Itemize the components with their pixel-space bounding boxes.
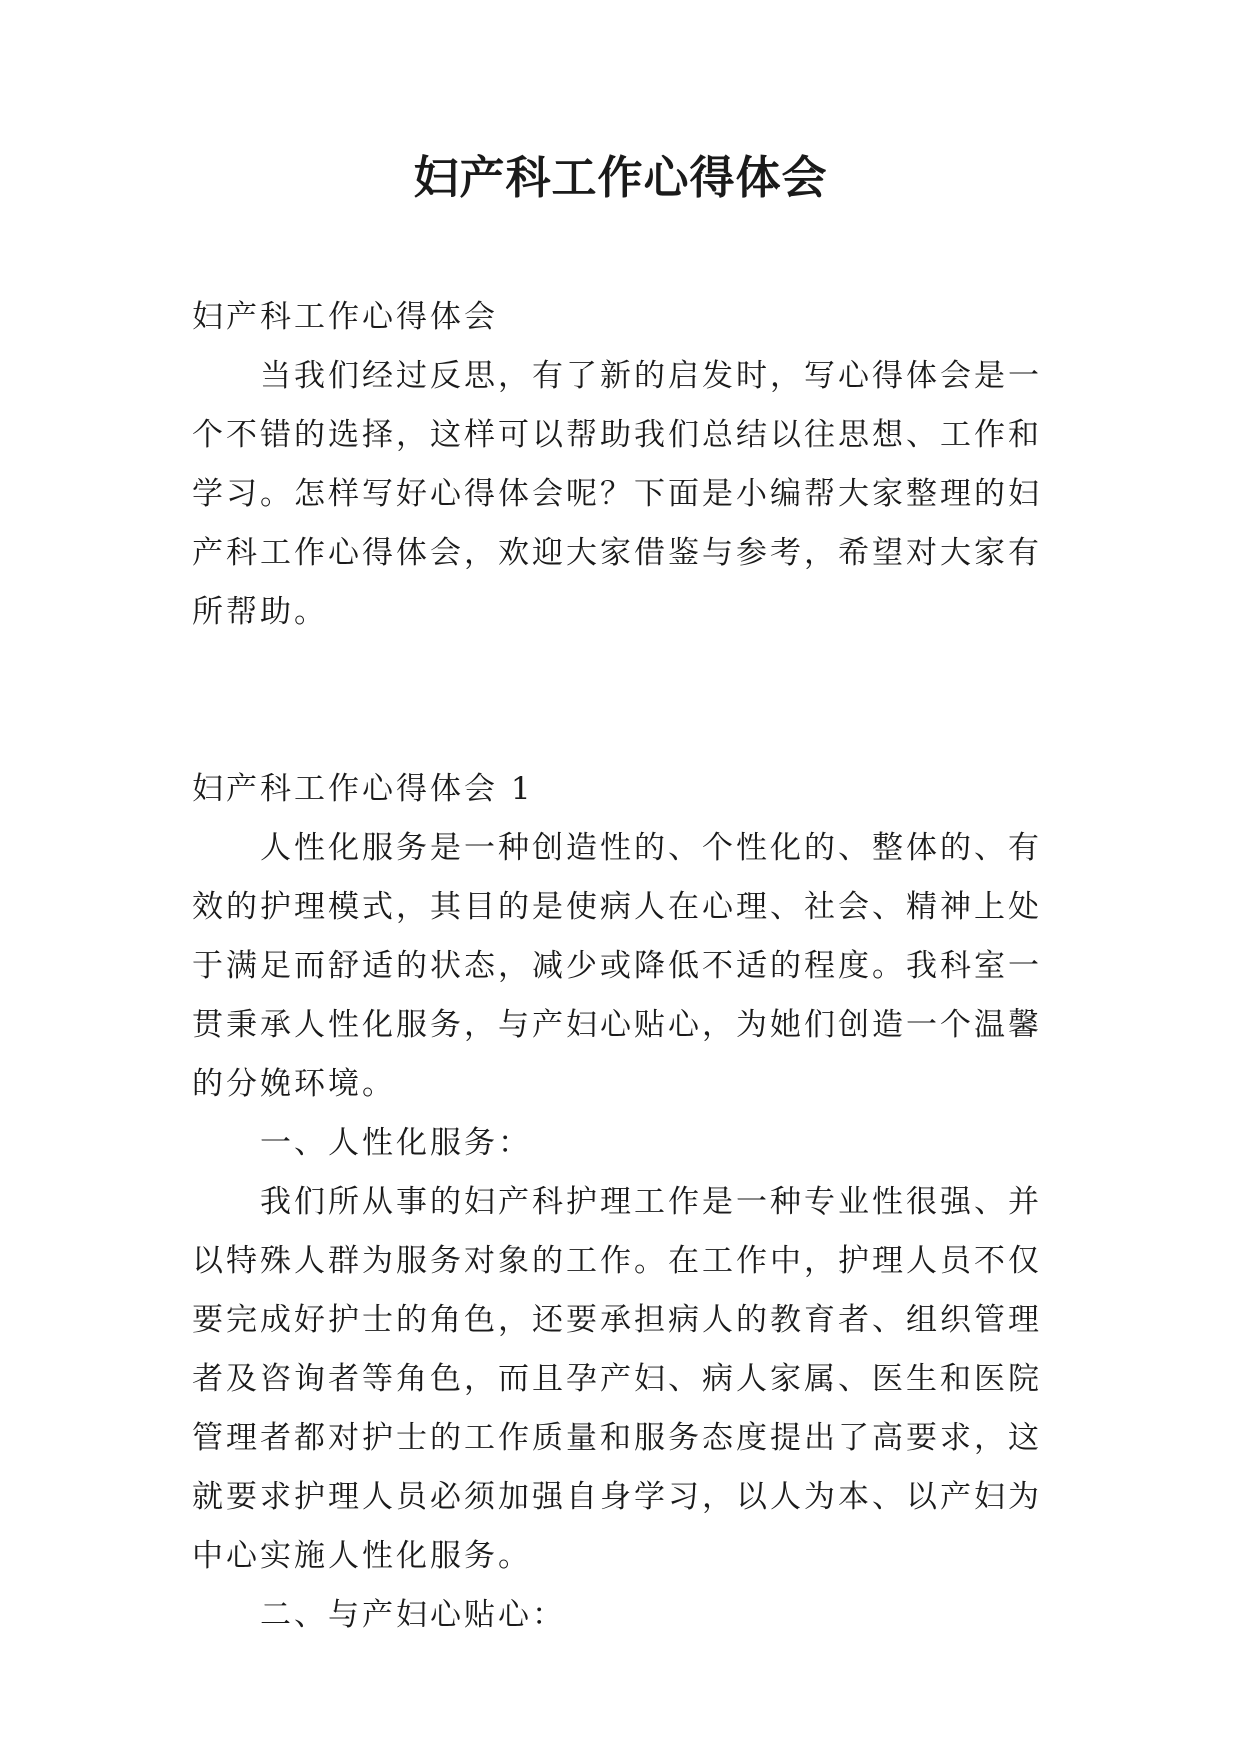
document-body [192, 288, 1062, 1645]
section1-heading: 妇产科工作心得体会 1 [192, 771, 534, 807]
intro-paragraph: 当我们经过反思，有了新的启发时，写心得体会是一个不错的选择，这样可以帮助我们总结以往思想、工作和学习。怎样写好心得体会呢？下面是小编帮大家整理的妇产科工作心得体会，欢迎大家借鉴与参考，希望对大家有所帮助。 [192, 358, 1042, 630]
section1-paragraph1: 人性化服务是一种创造性的、个性化的、整体的、有效的护理模式，其目的是使病人在心理、社会、精神上处于满足而舒适的状态，减少或降低不适的程度。我科室一贯秉承人性化服务，与产妇心贴心，为她们创造一个温馨的分娩环境。 [192, 830, 1042, 1102]
intro-heading: 妇产科工作心得体会 [192, 299, 498, 335]
section1-paragraph2: 我们所从事的妇产科护理工作是一种专业性很强、并以特殊人群为服务对象的工作。在工作中，护理人员不仅要完成好护士的角色，还要承担病人的教育者、组织管理者及咨询者等角色，而且孕产妇、病人家属、医生和医院管理者都对护士的工作质量和服务态度提出了高要求，这就要求护理人员必须加强自身学习，以人为本、以产妇为中心实施人性化服务。 [192, 1184, 1042, 1574]
section-spacer [192, 642, 1062, 760]
document-title: 妇产科工作心得体会 [413, 151, 828, 204]
point1-heading: 一、人性化服务： [260, 1125, 532, 1161]
point2-heading: 二、与产妇心贴心： [260, 1597, 566, 1633]
